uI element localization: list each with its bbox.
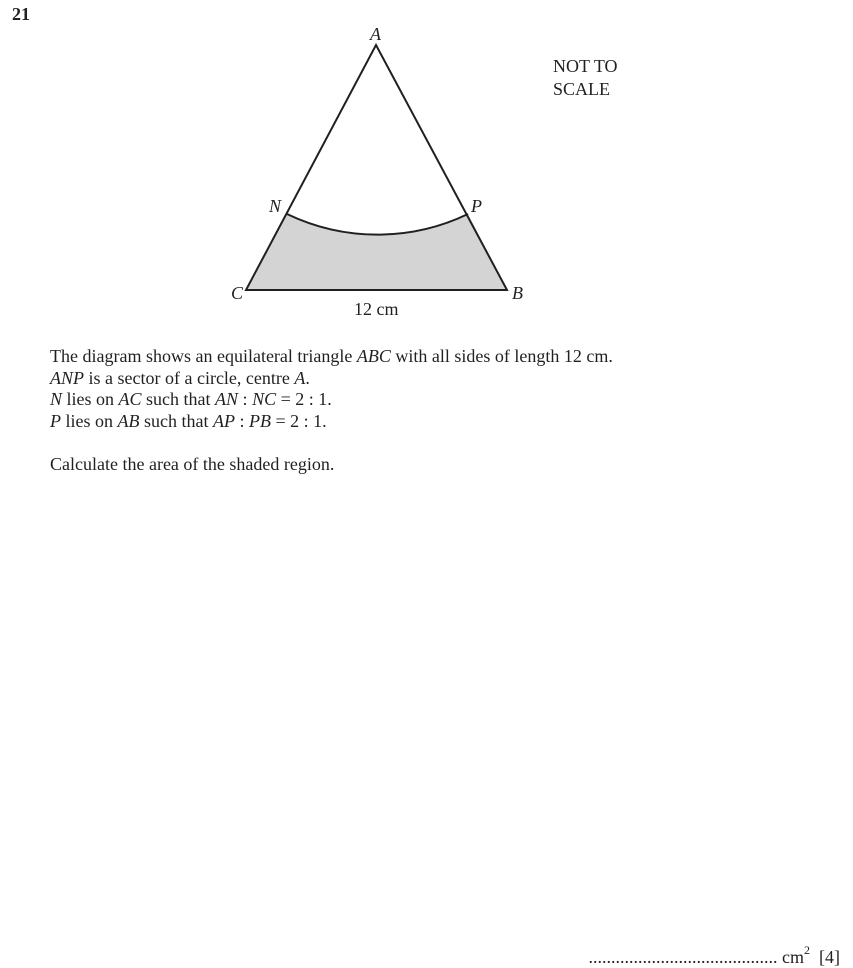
side-length-label: 12 cm	[354, 299, 399, 319]
text-line-3: N lies on AC such that AN : NC = 2 : 1.	[50, 389, 332, 409]
instruction-line: Calculate the area of the shaded region.	[50, 454, 335, 474]
shaded-region	[246, 214, 507, 290]
vertex-label-n: N	[269, 196, 282, 216]
question-text	[50, 346, 613, 476]
answer-dots: ..........................................	[588, 947, 778, 967]
answer-unit: cm	[782, 947, 804, 967]
text-line-2: ANP is a sector of a circle, centre A.	[50, 367, 310, 388]
question-number: 21	[12, 4, 30, 24]
note-line: SCALE	[553, 79, 611, 99]
text-line-4: P lies on AB such that AP : PB = 2 : 1.	[50, 410, 327, 431]
marks-label: [4]	[819, 947, 840, 967]
triangle-diagram	[0, 0, 853, 330]
not-to-scale-note	[553, 55, 618, 101]
answer-unit-power: 2	[804, 943, 810, 957]
vertex-label-p: P	[471, 196, 482, 216]
text-line-1: The diagram shows an equilateral triangle ABC with all sides of length 12 cm.	[50, 346, 613, 366]
answer-line	[589, 945, 841, 968]
vertex-label-c: C	[231, 283, 244, 303]
note-line: NOT TO	[553, 56, 618, 76]
vertex-label-a: A	[370, 24, 381, 44]
vertex-label-b: B	[512, 283, 523, 303]
